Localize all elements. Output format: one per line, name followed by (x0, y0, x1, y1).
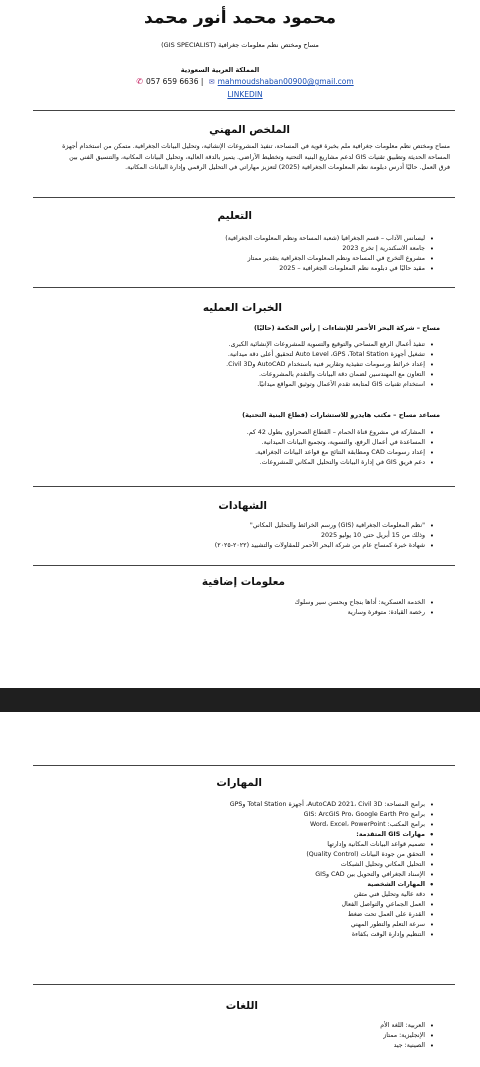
candidate-country: المملكة العربية السعودية (180, 66, 260, 74)
summary-title: الملخص المهني (209, 124, 290, 136)
list-item: • الإنجليزية: ممتاز (380, 1031, 434, 1041)
summary-line: المساحة الحديثة وتطبيق تقنيات GIS لدعم مشاريع البنية التحتية وتخطيط الأراضي. يتميز بالدقة العالية، وتحليل البيانات المكانية، والتنسيق الفني بين (69, 153, 450, 161)
divider (33, 287, 455, 288)
skills-list (230, 800, 434, 940)
list-item: • تنفيذ أعمال الرفع المساحي والتوقيع والتسوية للمشروعات الإنشائية الكبرى. (226, 340, 434, 350)
summary-line: مساح ومختص نظم معلومات جغرافية ملم بخبرة قوية في المساحة، تنفيذ المشروعات الإنشائية، وتحليل البيانات الجغرافية. متمكن من استخدام أجهزة (62, 143, 450, 150)
list-item: • جامعة الاسكندرية | تخرج 2023 (225, 244, 434, 254)
list-item: • التحقق من جودة البيانات (Quality Control) (230, 850, 434, 860)
list-item: • "نظم المعلومات الجغرافية (GIS) ورسم الخرائط والتحليل المكاني" (215, 521, 434, 531)
list-item: • تشغيل أجهزة Auto Level ،GPS ،Total Station لتحقيق أعلى دقة ميدانية. (226, 350, 434, 360)
email-link[interactable]: mahmoudshaban00900@gmail.com (217, 77, 354, 86)
list-item: • دقة عالية وتحليل فني متقن (230, 890, 434, 900)
list-item: • القدرة على العمل تحت ضغط (230, 910, 434, 920)
certificates-list (215, 521, 434, 551)
list-item: • دعم فريق GIS في إدارة البيانات والتحليل المكاني للمشروعات. (247, 458, 434, 468)
list-item: • مشروع التخرج في المساحة ونظم المعلومات الجغرافية بتقدير ممتاز (225, 254, 434, 264)
list-item: • الخدمة العسكرية: أداها بنجاح وبحسن سير وسلوك (295, 598, 434, 608)
list-item: • المساعدة في أعمال الرفع، والتسوية، وتجميع البيانات الميدانية. (247, 438, 434, 448)
experience-title: الخبرات العمليه (202, 302, 282, 314)
list-item: • المشاركة في مشروع قناة الحمام – القطاع الصحراوي بطول 42 كم. (247, 428, 434, 438)
list-item: • العمل الجماعي والتواصل الفعال (230, 900, 434, 910)
skills-subheading: • مهارات GIS المتقدمة: (230, 830, 434, 840)
divider (33, 565, 455, 566)
list-item: • العربية: اللغة الأم (380, 1021, 434, 1031)
additional-info-title: معلومات إضافية (201, 576, 285, 588)
contact-line (0, 77, 480, 86)
divider (33, 486, 455, 487)
certificates-title: الشهادات (218, 500, 267, 512)
list-item: • شهادة خبرة كمساح عام من شركة البحر الأحمر للمقاولات والتشييد (٢٠٢٢-٢٠٢٥) (215, 541, 434, 551)
summary-line: فرق العمل. حاليًا أدرس دبلومة نظم المعلومات الجغرافية (2025) لتعزيز مهاراتي في التحليل الرقمي وإدارة البيانات المكانية. (125, 164, 450, 171)
list-item: • ليسانس الآداب – قسم الجغرافيا (شعبة المساحة ونظم المعلومات الجغرافية) (225, 234, 434, 244)
languages-list (380, 1021, 434, 1051)
job-duties-list (247, 428, 434, 468)
skills-subheading: • المهارات الشخصية (230, 880, 434, 890)
list-item: • تصميم قواعد البيانات المكانية وإدارتها (230, 840, 434, 850)
candidate-name: محمود محمد أنور محمد (144, 8, 336, 28)
job-title: مساح – شركة البحر الأحمر للإنشاءات | رأس الحكمة (حاليًا) (253, 324, 440, 332)
list-item: • التعاون مع المهندسين لضمان دقة البيانات والتقدم بالمشروعات. (226, 370, 434, 380)
list-item: • رخصة القيادة: متوفرة وسارية (295, 608, 434, 618)
education-list (225, 234, 434, 274)
list-item: • برامج GIS: ArcGIS Pro، Google Earth Pro (230, 810, 434, 820)
job-title: مساعد مساح – مكتب هايدرو للاستشارات (قطاع البنية التحتية) (242, 411, 440, 419)
list-item: • الصينية: جيد (380, 1041, 434, 1051)
languages-title: اللغات (225, 1000, 258, 1012)
summary-paragraph (25, 142, 450, 174)
list-item: • برامج المساحة: AutoCAD 2021، Civil 3D، أجهزة Total Station وGPS (230, 800, 434, 810)
list-item: • إعداد خرائط ورسومات تنفيذية وتقارير فنية باستخدام AutoCAD وCivil 3D. (226, 360, 434, 370)
list-item: • برامج المكتب: Word، Excel، PowerPoint (230, 820, 434, 830)
page-separator (0, 688, 480, 712)
additional-info-list (295, 598, 434, 618)
job-duties-list (226, 340, 434, 390)
divider (33, 110, 455, 111)
education-title: التعليم (217, 210, 252, 222)
linkedin-link[interactable]: LINKEDIN (227, 90, 263, 99)
list-item: • التحليل المكاني وتحليل الشبكات (230, 860, 434, 870)
list-item: • سرعة التعلم والتطور المهني (230, 920, 434, 930)
cv-page-2 (0, 712, 480, 1067)
divider (33, 765, 455, 766)
list-item: • إعداد رسومات CAD ومطابقة النتائج مع قواعد البيانات الجغرافية. (247, 448, 434, 458)
list-item: • الإسناد الجغرافي والتحويل بين CAD وGIS (230, 870, 434, 880)
list-item: • مقيد حاليًا في دبلومة نظم المعلومات الجغرافية – 2025 (225, 264, 434, 274)
email-icon: ✉ (208, 78, 215, 86)
contact-separator: | (200, 77, 204, 86)
phone-number: 057 659 6636 (145, 77, 199, 86)
list-item: • استخدام تقنيات GIS لمتابعة تقدم الأعمال وتوثيق المواقع ميدانيًا. (226, 380, 434, 390)
list-item: • التنظيم وإدارة الوقت بكفاءة (230, 930, 434, 940)
divider (33, 197, 455, 198)
divider (33, 984, 455, 985)
list-item: • وذلك من 15 أبريل حتى 10 يوليو 2025 (215, 531, 434, 541)
candidate-subtitle: مساح ومختص نظم معلومات جغرافية (GIS SPECIALIST) (161, 41, 319, 49)
phone-icon: ✆ (136, 77, 143, 86)
skills-title: المهارات (216, 777, 262, 789)
